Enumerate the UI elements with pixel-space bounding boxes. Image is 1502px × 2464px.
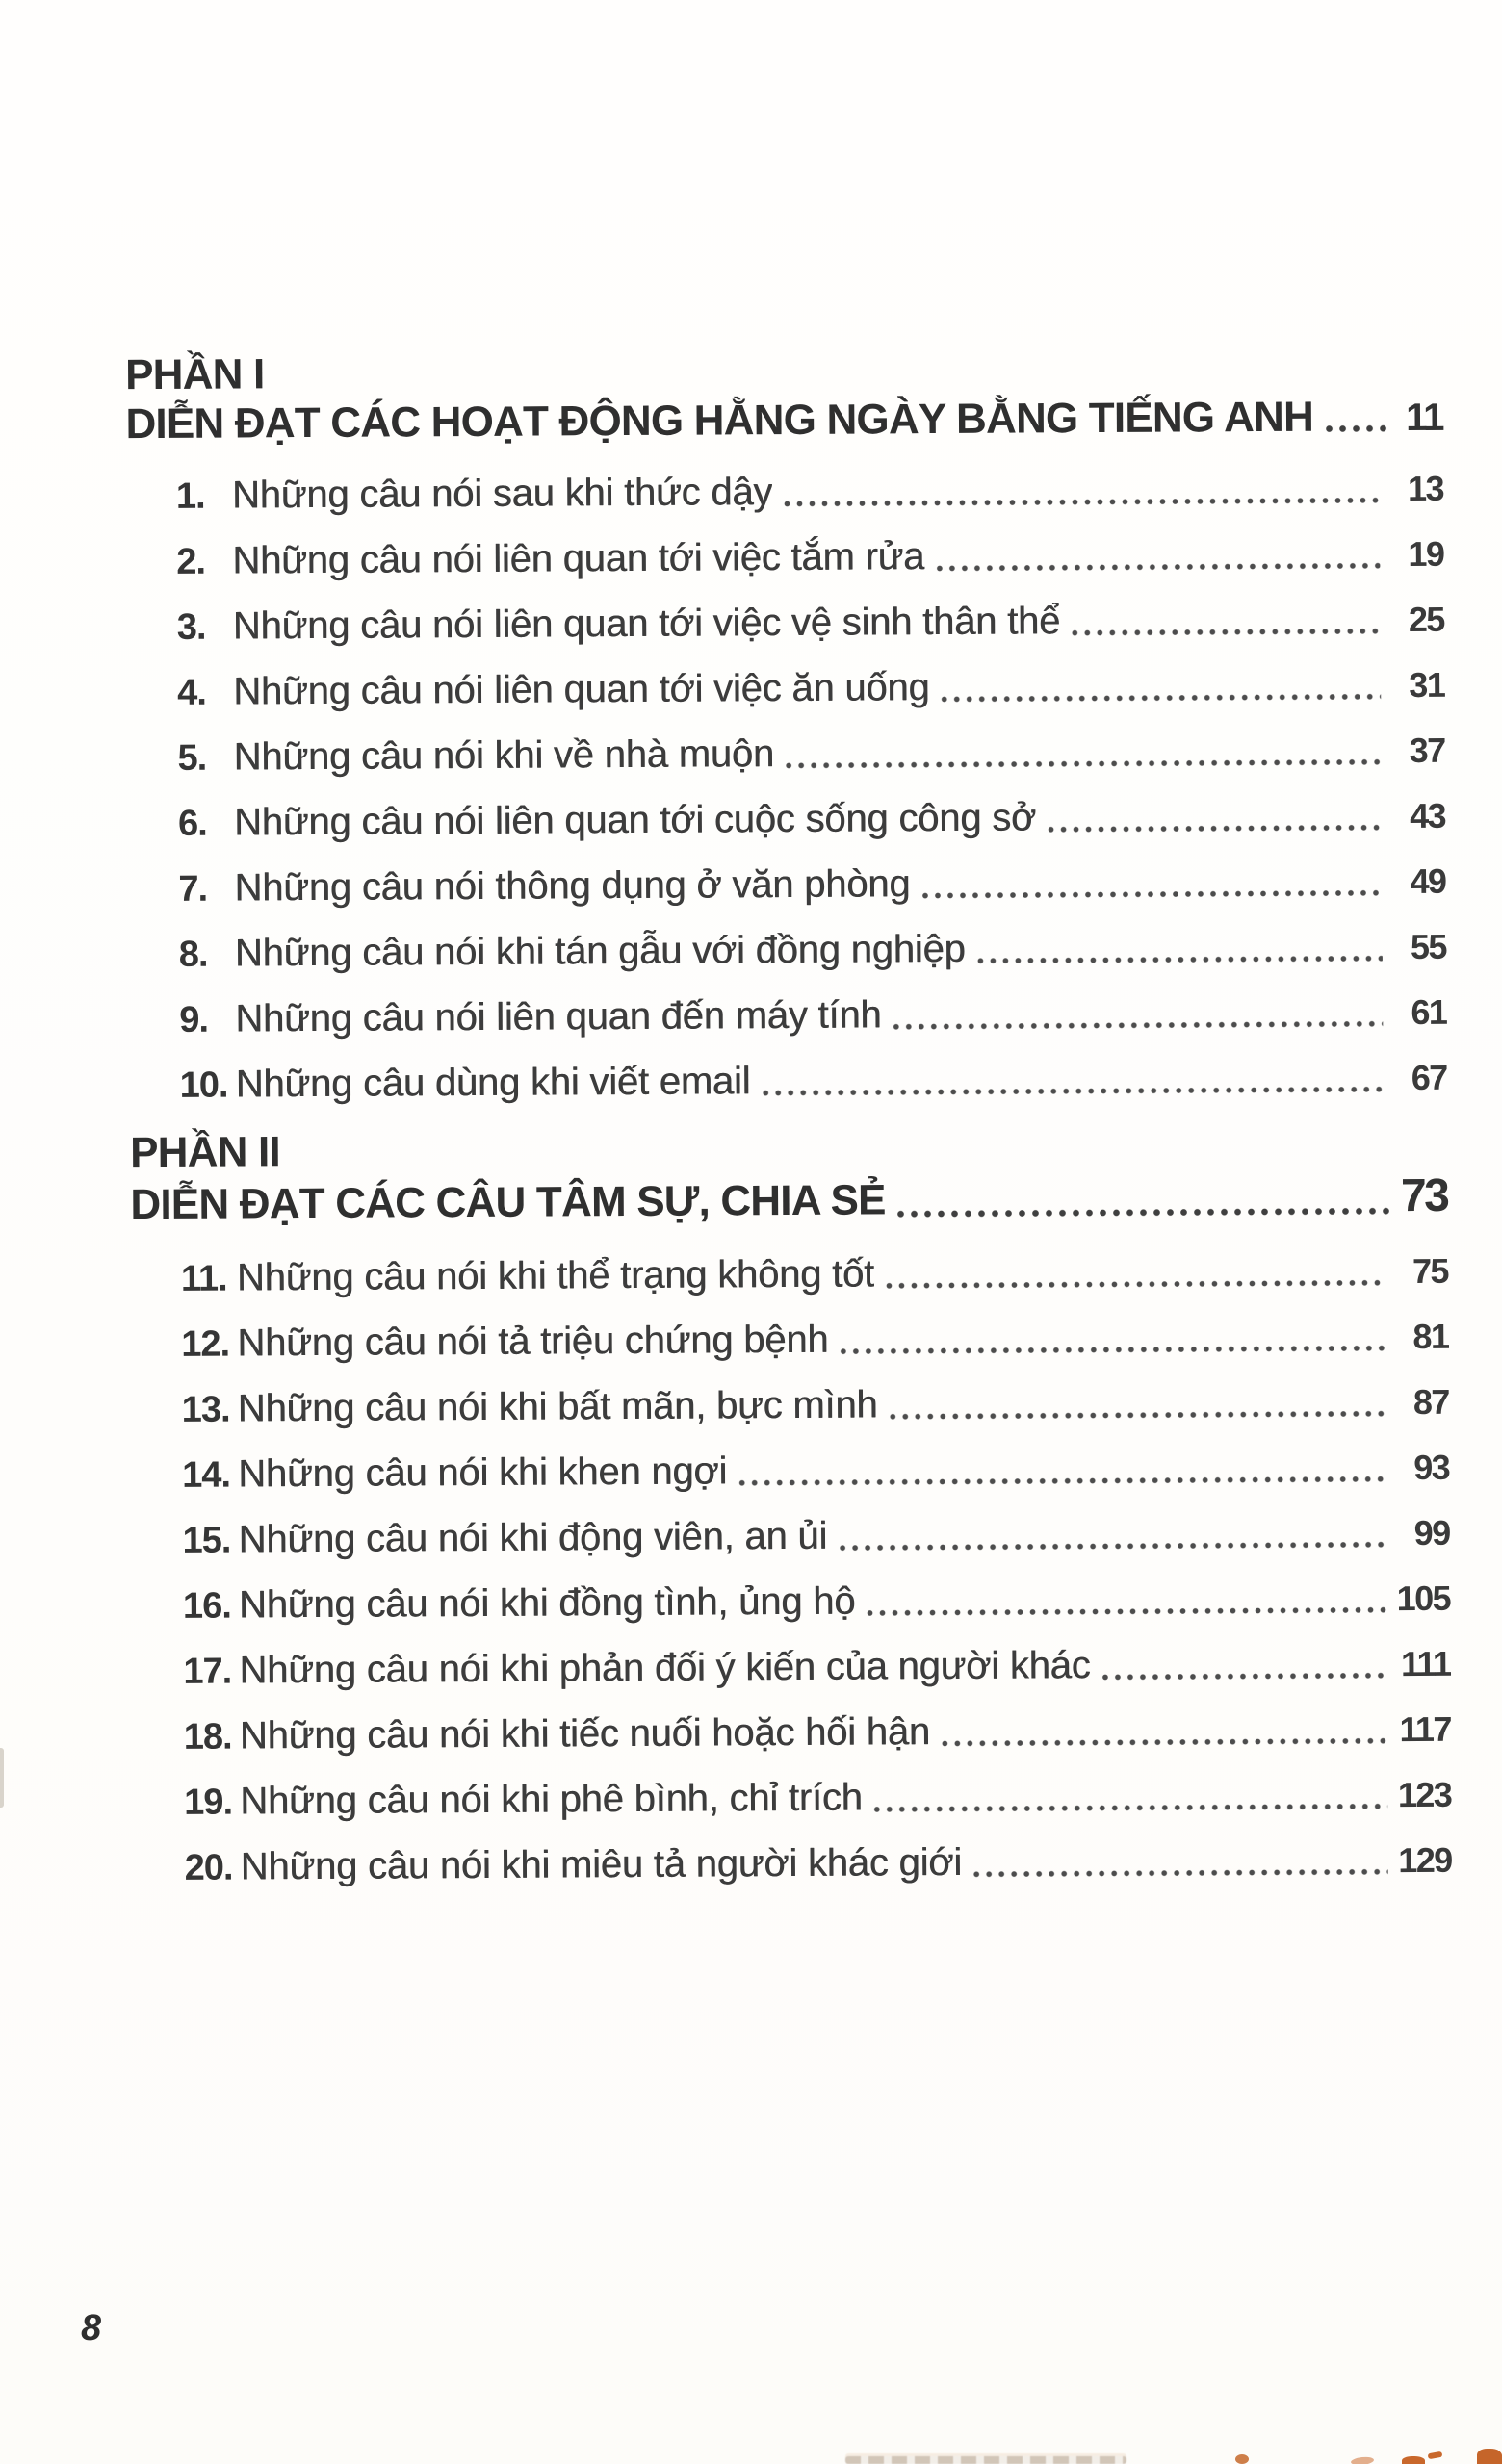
item-page-number: 67: [1411, 1057, 1447, 1098]
item-number: 14.: [182, 1454, 231, 1496]
item-number: 18.: [183, 1716, 232, 1758]
item-page-number: 13: [1407, 468, 1444, 509]
item-number: 13.: [181, 1389, 230, 1430]
section-title: DIỄN ĐẠT CÁC HOẠT ĐỘNG HẰNG NGÀY BẰNG TIẾNG ANH: [125, 393, 1314, 449]
toc-entry: [134, 1707, 1451, 1759]
dot-leader: [889, 1410, 1385, 1420]
item-page-number: 55: [1410, 926, 1446, 967]
item-number: 11.: [180, 1258, 227, 1299]
table-of-contents: [125, 343, 1452, 1911]
toc-entry: [133, 1641, 1450, 1694]
item-page-number: 87: [1412, 1381, 1449, 1422]
dot-leader: [867, 1606, 1386, 1616]
item-number: 12.: [181, 1323, 230, 1365]
item-page-number: 123: [1397, 1774, 1452, 1814]
dot-leader: [762, 1086, 1383, 1096]
toc-entry: [131, 1314, 1448, 1367]
toc-entry: [129, 924, 1446, 977]
item-page-number: 117: [1399, 1708, 1451, 1749]
scan-bleed-strip: [845, 2456, 1126, 2464]
item-title: Những câu nói tả triệu chứng bệnh: [237, 1318, 829, 1365]
dot-leader: [1048, 824, 1382, 833]
item-number: 5.: [177, 737, 207, 779]
item-title: Những câu nói khi khen ngợi: [238, 1450, 728, 1496]
scan-bleed-corner: [1477, 2449, 1502, 2464]
folio-page-number: 8: [80, 2307, 102, 2349]
dot-leader: [1072, 628, 1381, 636]
toc-entry: [132, 1379, 1449, 1432]
item-page-number: 111: [1400, 1643, 1451, 1683]
toc-entry: [131, 1248, 1448, 1301]
toc-entry: [127, 728, 1444, 781]
item-title: Những câu nói liên quan tới việc tắm rửa: [232, 535, 925, 582]
dot-leader: [973, 1868, 1388, 1878]
item-title: Những câu nói sau khi thức dậy: [231, 471, 773, 517]
dot-leader: [886, 1279, 1385, 1289]
dot-leader: [942, 693, 1382, 703]
item-title: Những câu dùng khi viết email: [235, 1060, 751, 1106]
toc-entry: [133, 1576, 1450, 1629]
item-title: Những câu nói liên quan đến máy tính: [235, 993, 882, 1040]
item-page-number: 31: [1409, 664, 1445, 706]
item-number: 2.: [176, 541, 206, 582]
item-title: Những câu nói khi thể trạng không tốt: [236, 1252, 875, 1299]
toc-entry: [128, 859, 1445, 911]
item-page-number: 81: [1412, 1316, 1449, 1356]
item-title: Những câu nói khi đồng tình, ủng hộ: [238, 1579, 856, 1627]
toc-entry: [130, 1055, 1447, 1108]
toc-entry: [132, 1445, 1449, 1498]
scan-bleed-smudge: [1351, 2456, 1375, 2464]
item-number: 10.: [179, 1065, 228, 1106]
item-page-number: 129: [1398, 1839, 1452, 1880]
item-number: 17.: [183, 1651, 232, 1692]
section-items: [131, 1248, 1452, 1890]
item-number: 7.: [178, 868, 208, 910]
item-number: 1.: [175, 475, 205, 517]
dot-leader: [786, 758, 1382, 769]
toc-entry: [127, 662, 1444, 715]
section-title-row: [130, 1169, 1447, 1231]
dot-leader: [921, 889, 1382, 899]
item-page-number: 25: [1408, 599, 1444, 640]
dot-leader: [893, 1020, 1383, 1030]
scan-bleed-dash: [1428, 2451, 1443, 2460]
section-page-number: 11: [1406, 396, 1443, 440]
item-title: Những câu nói khi tán gẫu với đồng nghiệp: [234, 927, 966, 975]
item-page-number: 43: [1410, 795, 1446, 836]
item-title: Những câu nói liên quan tới việc ăn uống: [233, 666, 930, 713]
scan-bleed-dot: [1235, 2454, 1249, 2464]
toc-entry: [132, 1510, 1449, 1563]
section-page-number: 73: [1400, 1169, 1448, 1222]
dot-leader: [1325, 424, 1389, 432]
item-title: Những câu nói liên quan tới việc vệ sinh thân thể: [232, 600, 1061, 648]
item-title: Những câu nói thông dụng ở văn phòng: [234, 862, 911, 910]
item-page-number: 99: [1413, 1512, 1450, 1553]
item-title: Những câu nói khi phê bình, chỉ trích: [240, 1776, 863, 1823]
part-label: PHẦN II: [129, 1128, 281, 1177]
toc-entry: [127, 597, 1444, 650]
toc-entry: [126, 466, 1443, 519]
item-page-number: 37: [1409, 730, 1445, 771]
item-page-number: 19: [1408, 533, 1444, 575]
toc-entry: [129, 989, 1446, 1042]
item-page-number: 105: [1396, 1578, 1451, 1618]
item-title: Những câu nói liên quan tới cuộc sống công sở: [233, 796, 1037, 844]
dot-leader: [738, 1476, 1385, 1486]
item-number: 6.: [177, 803, 207, 844]
item-page-number: 75: [1411, 1250, 1449, 1291]
dot-leader: [839, 1541, 1386, 1551]
item-page-number: 49: [1410, 860, 1446, 902]
item-title: Những câu nói khi phản đối ý kiến của người khác: [239, 1643, 1091, 1692]
dot-leader: [874, 1803, 1388, 1812]
toc-entry: [134, 1772, 1451, 1825]
item-title: Những câu nói khi về nhà muộn: [233, 732, 775, 779]
scan-bleed-blob: [1402, 2456, 1425, 2464]
item-title: Những câu nói khi động viên, an ủi: [238, 1514, 828, 1561]
section-title-row: [125, 392, 1442, 449]
item-number: 19.: [184, 1782, 233, 1823]
item-number: 9.: [179, 999, 209, 1040]
item-number: 16.: [182, 1585, 231, 1627]
part-label: PHẦN I: [125, 350, 265, 399]
item-number: 20.: [184, 1847, 233, 1888]
toc-entry: [128, 793, 1445, 846]
dot-leader: [936, 562, 1380, 572]
dot-leader: [1101, 1672, 1386, 1681]
item-title: Những câu nói khi tiếc nuối hoặc hối hận: [239, 1709, 930, 1758]
toc-section: [125, 343, 1447, 1108]
item-page-number: 93: [1413, 1447, 1450, 1487]
section-items: [126, 466, 1447, 1108]
toc-entry: [126, 531, 1443, 584]
toc-section: [130, 1120, 1452, 1890]
item-number: 8.: [178, 934, 208, 975]
scan-edge-mark: [0, 1748, 4, 1808]
item-number: 3.: [176, 606, 206, 648]
dot-leader: [942, 1737, 1387, 1747]
item-title: Những câu nói khi bất mãn, bực mình: [237, 1383, 878, 1430]
toc-entry: [134, 1837, 1451, 1890]
dot-leader: [784, 497, 1380, 507]
dot-leader: [840, 1345, 1385, 1354]
item-page-number: 61: [1411, 991, 1447, 1033]
item-number: 15.: [182, 1520, 231, 1561]
section-title: DIỄN ĐẠT CÁC CÂU TÂM SỰ, CHIA SẺ: [130, 1176, 886, 1229]
item-title: Những câu nói khi miêu tả người khác giới: [240, 1840, 963, 1888]
item-number: 4.: [177, 672, 207, 713]
dot-leader: [977, 955, 1383, 964]
dot-leader: [897, 1207, 1394, 1218]
